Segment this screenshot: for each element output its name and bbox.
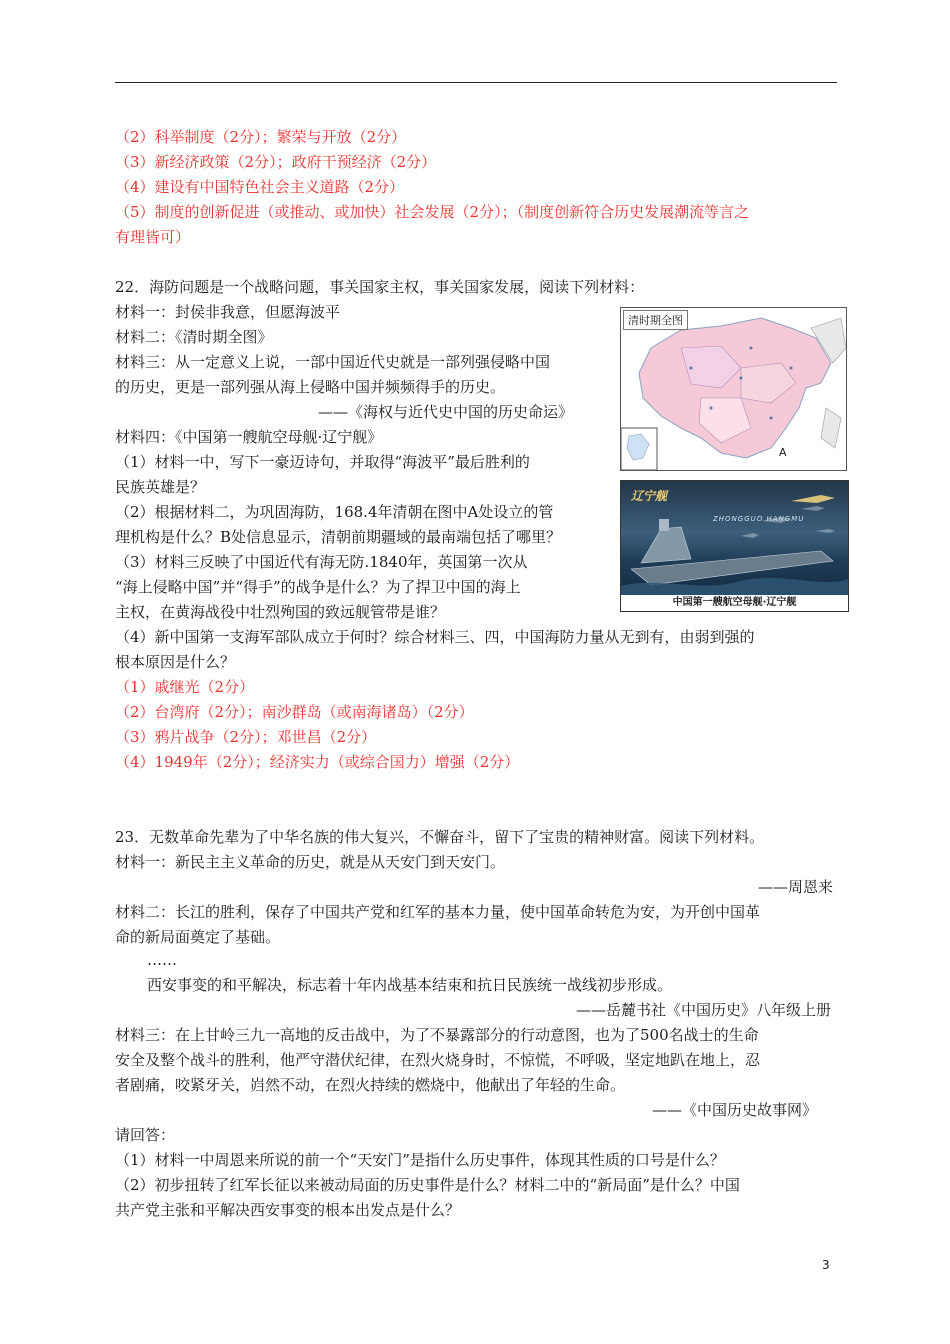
q22-material-3: 材料三：从一定意义上说，一部中国近代史就是一部列强侵略中国 xyxy=(115,353,551,371)
q23-material-3: 安全及整个战斗的胜利，他严守潜伏纪律，在烈火烧身时，不惊慌，不呼吸，坚定地趴在地上，忍 xyxy=(115,1051,761,1069)
q23-ask: 请回答： xyxy=(115,1126,176,1144)
answer-line: （5）制度的创新促进（或推动、或加快）社会发展（2分）；（制度创新符合历史发展潮流等言之 xyxy=(115,203,750,221)
q22-answer: （1）戚继光（2分） xyxy=(115,678,255,696)
q23-material-3: 者剧痛，咬紧牙关，岿然不动，在烈火持续的燃烧中，他献出了年轻的生命。 xyxy=(115,1076,626,1094)
carrier-subtitle: ZHONGGUO HANGMU xyxy=(713,515,805,523)
header-rule xyxy=(115,82,837,83)
q23-material-1-source: ——周恩来 xyxy=(758,878,834,896)
qing-map-illustration xyxy=(621,308,846,470)
q23-material-3-source: ——《中国历史故事网》 xyxy=(652,1101,818,1119)
carrier-caption: 中国第一艘航空母舰·辽宁舰 xyxy=(621,595,848,611)
q23-material-2: 材料二：长江的胜利，保存了中国共产党和红军的基本力量，使中国革命转危为安，为开创中国革 xyxy=(115,903,761,921)
answer-line: （4）建设有中国特色社会主义道路（2分） xyxy=(115,178,405,196)
carrier-logo: 辽宁舰 xyxy=(631,489,668,503)
q22-answer: （4）1949年（2分）；经济实力（或综合国力）增强（2分） xyxy=(115,753,520,771)
q23-material-2-source: ——岳麓书社《中国历史》八年级上册 xyxy=(576,1001,832,1019)
q22-material-2: 材料二：《清时期全图》 xyxy=(115,328,273,346)
q22-question: 根本原因是什么？ xyxy=(115,653,236,671)
q23-ellipsis: …… xyxy=(147,951,177,969)
q22-question: （1）材料一中，写下一豪迈诗句，并取得“海波平”最后胜利的 xyxy=(115,453,530,471)
q23-material-1: 材料一：新民主主义革命的历史，就是从天安门到天安门。 xyxy=(115,853,506,871)
answer-line: （3）新经济政策（2分）；政府干预经济（2分） xyxy=(115,153,437,171)
q22-material-3-source: ——《海权与近代史中国的历史命运》 xyxy=(318,403,574,421)
q23-material-2: 西安事变的和平解决，标志着十年内战基本结束和抗日民族统一战线初步形成。 xyxy=(147,976,673,994)
q22-question: 理机构是什么？B处信息显示，清朝前期疆域的最南端包括了哪里？ xyxy=(115,528,562,546)
map-label-a: A xyxy=(779,446,787,459)
q23-stem: 23．无数革命先辈为了中华名族的伟大复兴，不懈奋斗，留下了宝贵的精神财富。阅读下列材料。 xyxy=(115,828,765,846)
q22-answer: （2）台湾府（2分）；南沙群岛（或南海诸岛）（2分） xyxy=(115,703,474,721)
q22-question: 民族英雄是？ xyxy=(115,478,206,496)
q22-question: （3）材料三反映了中国近代有海无防.1840年，英国第一次从 xyxy=(115,553,528,571)
q23-question: （2）初步扭转了红军长征以来被动局面的历史事件是什么？材料二中的“新局面”是什么？中国 xyxy=(115,1176,740,1194)
q22-question: 主权，在黄海战役中壮烈殉国的致远舰管带是谁？ xyxy=(115,603,446,621)
q22-question: “海上侵略中国”并“得手”的战争是什么？为了捍卫中国的海上 xyxy=(115,578,521,596)
q23-question: 共产党主张和平解决西安事变的根本出发点是什么？ xyxy=(115,1201,461,1219)
map-title: 清时期全图 xyxy=(623,310,688,330)
qing-map-figure xyxy=(620,307,847,471)
q22-stem: 22．海防问题是一个战略问题，事关国家主权，事关国家发展，阅读下列材料： xyxy=(115,278,645,296)
q23-question: （1）材料一中周恩来所说的前一个“天安门”是指什么历史事件，体现其性质的口号是什么？ xyxy=(115,1151,725,1169)
answer-line: 有理皆可） xyxy=(115,228,191,246)
q22-material-4: 材料四：《中国第一艘航空母舰·辽宁舰》 xyxy=(115,428,383,446)
q22-answer: （3）鸦片战争（2分）；邓世昌（2分） xyxy=(115,728,377,746)
answer-line: （2）科举制度（2分）；繁荣与开放（2分） xyxy=(115,128,407,146)
q22-question: （2）根据材料二，为巩固海防，168.4年清朝在图中A处设立的管 xyxy=(115,503,554,521)
q22-question: （4）新中国第一支海军部队成立于何时？综合材料三、四，中国海防力量从无到有，由弱到强的 xyxy=(115,628,755,646)
q23-material-3: 材料三：在上甘岭三九一高地的反击战中，为了不暴露部分的行动意图，也为了500名战士的生命 xyxy=(115,1026,759,1044)
page-number: 3 xyxy=(822,1258,830,1272)
q23-material-2: 命的新局面奠定了基础。 xyxy=(115,928,281,946)
q22-material-1: 材料一：封侯非我意，但愿海波平 xyxy=(115,303,341,321)
liaoning-carrier-figure xyxy=(620,480,849,612)
q22-material-3: 的历史，更是一部列强从海上侵略中国并频频得手的历史。 xyxy=(115,378,506,396)
